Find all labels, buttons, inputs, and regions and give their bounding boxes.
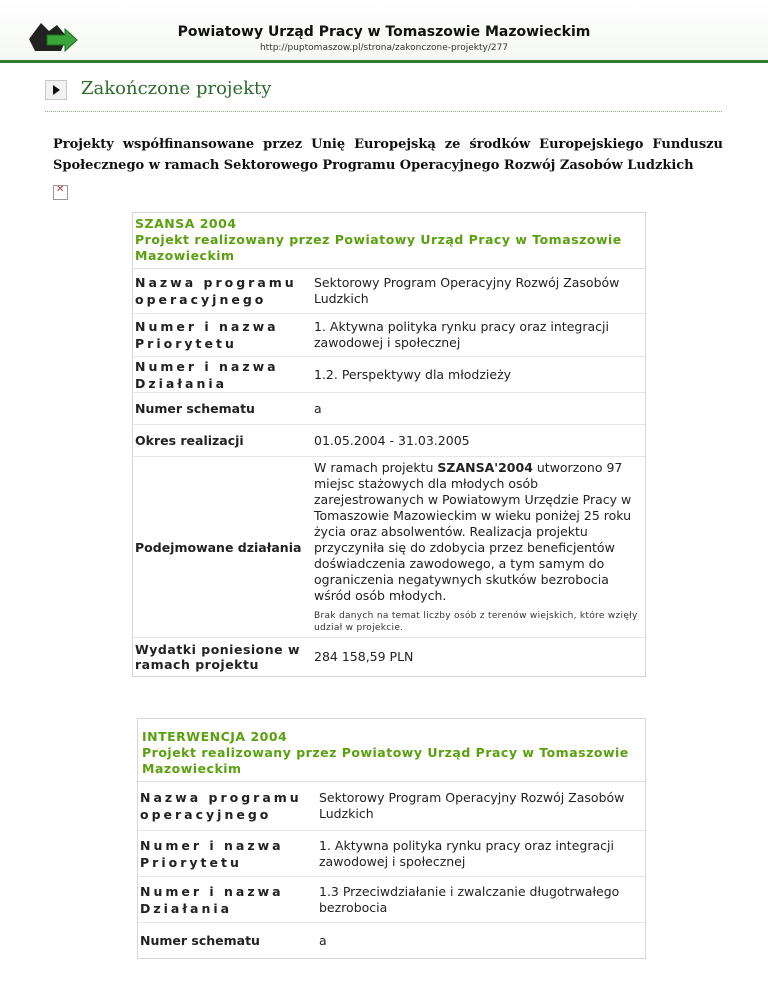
project-table-szansa — [132, 212, 646, 677]
table-row — [133, 357, 645, 393]
row-value: 1.3 Przeciwdziałanie i zwalczanie długotrwałego bezrobocia — [319, 883, 620, 915]
table-row — [138, 877, 645, 923]
table-row — [138, 782, 645, 831]
row-value: Sektorowy Program Operacyjny Rozwój Zasobów Ludzkich — [314, 275, 620, 306]
project-subtitle: Projekt realizowany przez Powiatowy Urząd Pracy w Tomaszowie Mazowieckim — [142, 745, 629, 776]
table-row — [133, 425, 645, 457]
project-header — [138, 719, 645, 782]
row-label: Nazwa programu operacyjnego — [140, 790, 302, 822]
row-value: 1.2. Perspektywy dla młodzieży — [314, 366, 512, 382]
row-value: 1. Aktywna polityka rynku pracy oraz integracji zawodowej i społecznej — [314, 319, 609, 350]
table-row — [138, 831, 645, 877]
row-label: Numer i nazwa Działania — [140, 883, 284, 916]
table-row — [133, 314, 645, 357]
project-subtitle: Projekt realizowany przez Powiatowy Urząd Pracy w Tomaszowie Mazowieckim — [135, 232, 622, 263]
description-text: W ramach projektu — [314, 460, 438, 475]
row-value: a — [319, 932, 327, 948]
row-label: Wydatki poniesione w ramach projektu — [135, 642, 301, 672]
row-label: Numer schematu — [140, 933, 260, 948]
row-value: 1. Aktywna polityka rynku pracy oraz integracji zawodowej i społecznej — [319, 837, 614, 869]
site-title[interactable]: Powiatowy Urząd Pracy w Tomaszowie Mazowieckim — [177, 24, 591, 40]
row-value: a — [314, 400, 322, 416]
row-label: Numer i nazwa Priorytetu — [135, 319, 279, 351]
bullet-arrow-icon — [45, 80, 67, 100]
intro-text: Projekty współfinansowane przez Unię Europejską ze środków Europejskiego Funduszu Społecznego w ramach Sektorowego Programu Operacyjnego Rozwój Zasobów Ludzkich — [53, 137, 723, 173]
description-text: utworzono 97 miejsc stażowych dla młodych osób zarejestrowanych w Powiatowym Urzędzie Pracy w Tomaszowie Mazowieckim w wieku poniżej 25 roku życia oraz absolwentów. Realizacja projektu przyczyniła się do zdobycia przez beneficjentów doświadczenia zawodowego, a tym samym do ograniczenia negatywnych skutków bezrobocia wśród osób młodych. — [314, 460, 632, 603]
page-title: Zakończone projekty — [81, 78, 272, 99]
row-label: Okres realizacji — [135, 433, 244, 448]
row-value — [308, 457, 645, 637]
row-value: 284 158,59 PLN — [314, 649, 414, 664]
row-value: Sektorowy Program Operacyjny Rozwój Zasobów Ludzkich — [319, 790, 625, 821]
project-code: SZANSA'2004 — [437, 460, 533, 475]
table-row — [133, 269, 645, 314]
row-label: Numer schematu — [135, 401, 255, 416]
row-label: Nazwa programu operacyjnego — [135, 275, 297, 307]
row-value: 01.05.2004 - 31.03.2005 — [314, 432, 470, 448]
project-name: SZANSA 2004 — [135, 216, 237, 231]
table-row — [133, 457, 645, 638]
divider — [45, 111, 722, 112]
row-label: Podejmowane działania — [135, 539, 302, 555]
site-url: http://puptomaszow.pl/strona/zakonczone-projekty/277 — [259, 43, 509, 53]
site-header — [0, 0, 768, 63]
project-table-interwencja — [137, 718, 646, 959]
row-label: Numer i nazwa Priorytetu — [140, 837, 284, 870]
footnote: Brak danych na temat liczby osób z terenów wiejskich, które wzięły udział w projekcie. — [314, 611, 638, 633]
broken-image-icon — [53, 185, 68, 200]
table-row — [133, 393, 645, 425]
table-row — [133, 638, 645, 676]
row-label: Numer i nazwa Działania — [135, 358, 279, 391]
project-header — [133, 213, 645, 269]
table-row — [138, 923, 645, 958]
project-name: INTERWENCJA 2004 — [142, 729, 288, 744]
